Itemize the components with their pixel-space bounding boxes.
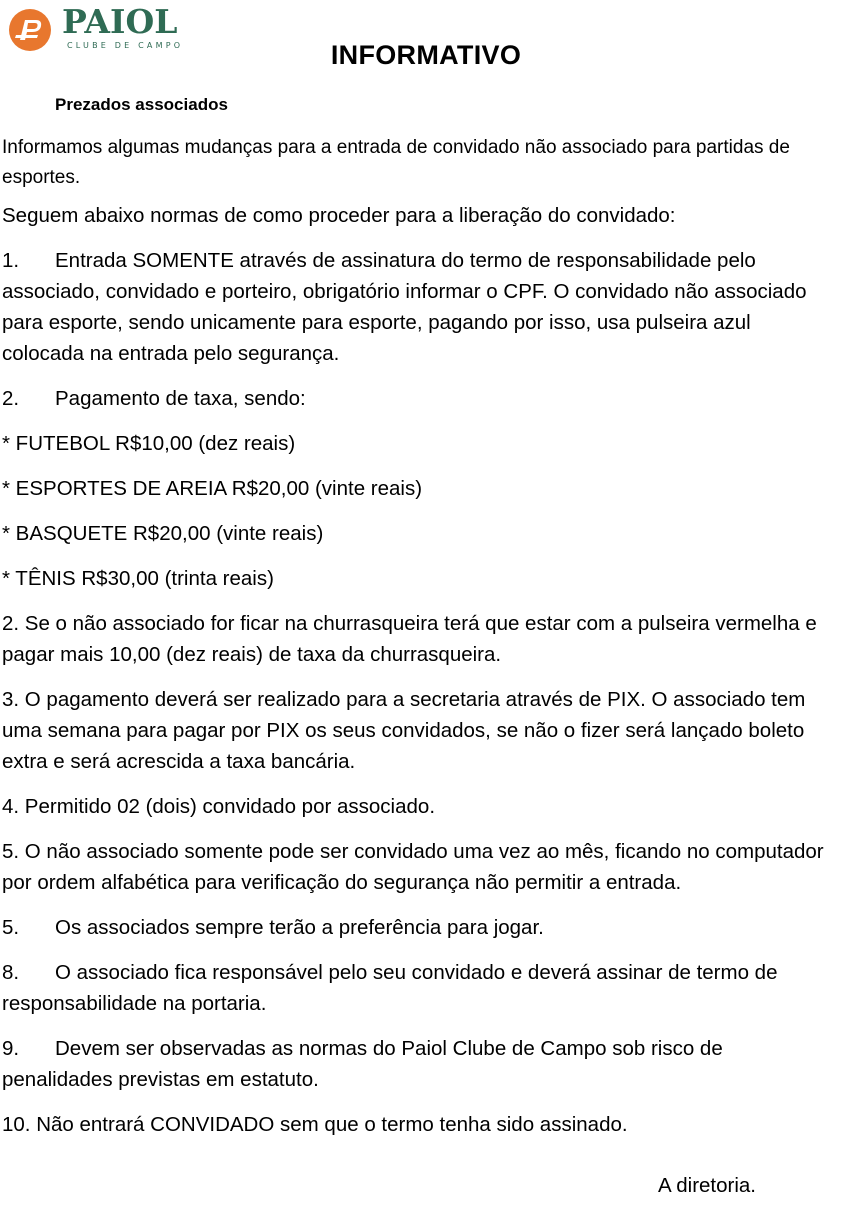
item-text: Pagamento de taxa, sendo: xyxy=(55,387,306,410)
item-text: Os associados sempre terão a preferência para jogar. xyxy=(55,916,544,939)
final-rule: 10. Não entrará CONVIDADO sem que o termo tenha sido assinado. xyxy=(2,1113,628,1136)
item-text: Entrada SOMENTE através de assinatura do termo de responsabilidade pelo associado, convidado e porteiro, obrigatório informar o CPF. O convidado não associado para esporte, sendo unicamente para esporte, pagando por isso, usa pulseira azul colocada na entrada pelo segurança. xyxy=(2,249,807,365)
list-item xyxy=(2,912,838,943)
logo-name: PAIOL xyxy=(62,2,178,41)
logo-subtitle: CLUBE DE CAMPO xyxy=(67,41,184,50)
rule-paragraph: 2. Se o não associado for ficar na churrasqueira terá que estar com a pulseira vermelha e pagar mais 10,00 (dez reais) de taxa da churrasqueira. xyxy=(2,612,817,666)
list-item xyxy=(2,383,838,414)
rule-paragraph: 4. Permitido 02 (dois) convidado por associado. xyxy=(2,795,436,818)
document-body xyxy=(2,200,838,1154)
item-number: 5. xyxy=(2,916,20,939)
fee-item: * BASQUETE R$20,00 (vinte reais) xyxy=(2,522,324,545)
greeting: Prezados associados xyxy=(55,95,228,114)
list-item xyxy=(2,1033,838,1095)
item-text: Devem ser observadas as normas do Paiol Clube de Campo sob risco de penalidades previstas em estatuto. xyxy=(2,1037,723,1091)
document-title: INFORMATIVO xyxy=(330,40,522,70)
fee-item: * ESPORTES DE AREIA R$20,00 (vinte reais) xyxy=(2,477,423,500)
signature: A diretoria. xyxy=(658,1174,756,1197)
rule-paragraph: 5. O não associado somente pode ser convidado uma vez ao mês, ficando no computador por ordem alfabética para verificação do segurança não permitir a entrada. xyxy=(2,840,824,894)
lead-paragraph: Seguem abaixo normas de como proceder para a liberação do convidado: xyxy=(2,204,676,227)
fee-item: * TÊNIS R$30,00 (trinta reais) xyxy=(2,567,274,590)
intro-paragraph: Informamos algumas mudanças para a entrada de convidado não associado para partidas de esportes. xyxy=(2,137,790,188)
item-number: 2. xyxy=(2,387,20,410)
item-text: O associado fica responsável pelo seu convidado e deverá assinar de termo de responsabilidade na portaria. xyxy=(2,961,778,1015)
item-number: 9. xyxy=(2,1037,20,1060)
fee-item: * FUTEBOL R$10,00 (dez reais) xyxy=(2,432,296,455)
list-item xyxy=(2,245,838,369)
list-item xyxy=(2,957,838,1019)
item-number: 8. xyxy=(2,961,20,984)
rule-paragraph: 3. O pagamento deverá ser realizado para a secretaria através de PIX. O associado tem uma semana para pagar por PIX os seus convidados, se não o fizer será lançado boleto extra e será acrescida a taxa bancária. xyxy=(2,688,806,773)
item-number: 1. xyxy=(2,249,20,272)
